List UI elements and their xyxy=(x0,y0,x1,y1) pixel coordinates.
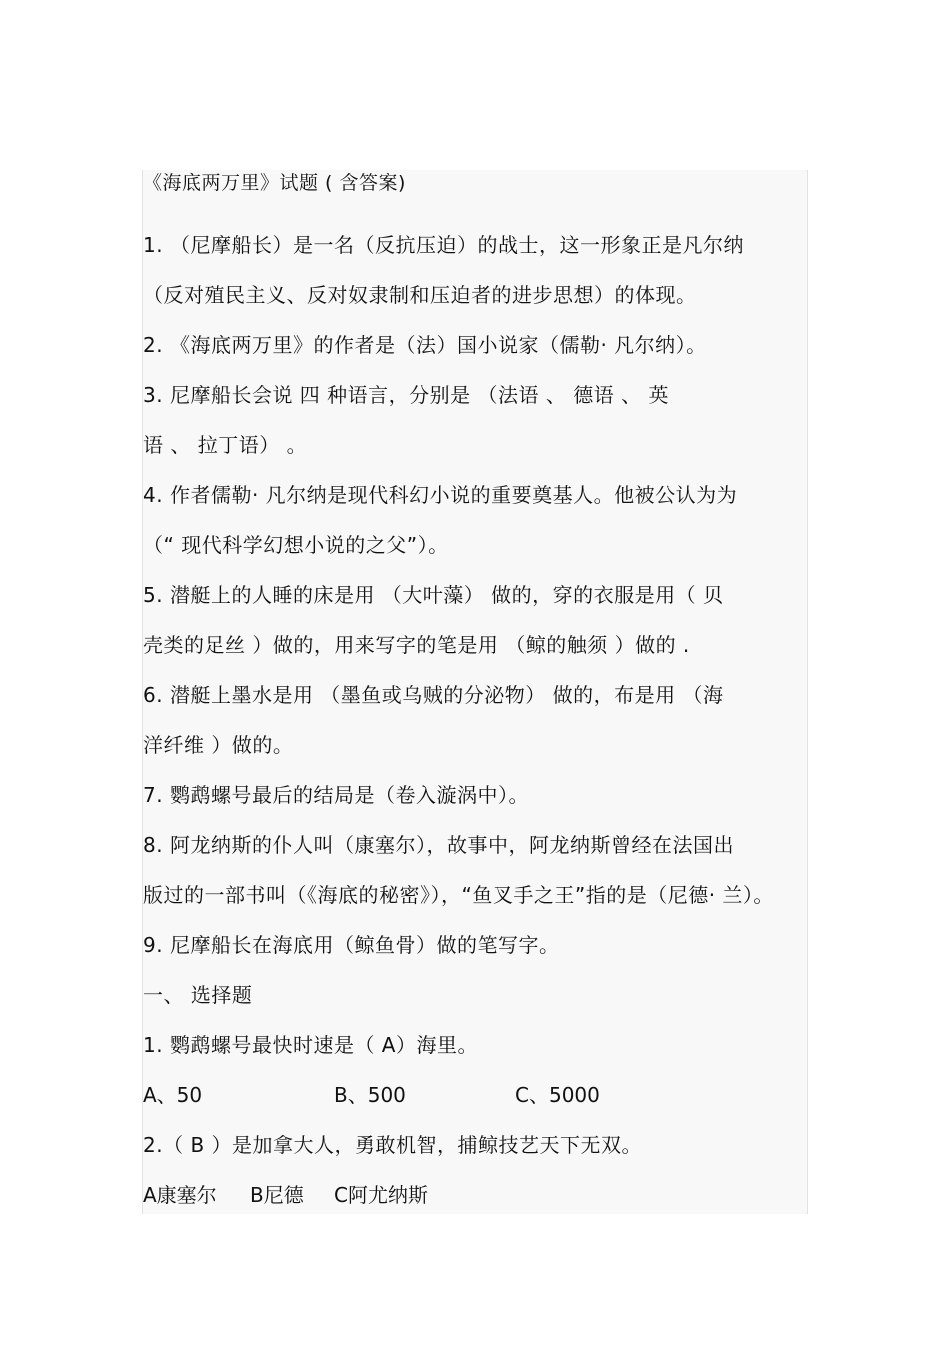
fill-in-line: （反对殖民主义、反对奴隶制和压迫者的进步思想）的体现。 xyxy=(143,283,697,307)
fill-in-line: 8. 阿龙纳斯的仆人叫（康塞尔），故事中，阿龙纳斯曾经在法国出 xyxy=(143,833,734,857)
question-1: 1. 鹦鹉螺号最快时速是（ A）海里。 xyxy=(143,1033,478,1057)
q2-option-b: B尼德 xyxy=(250,1183,304,1207)
fill-in-line: 语 、 拉丁语） 。 xyxy=(143,433,308,457)
q1-option-c: C、5000 xyxy=(515,1083,600,1107)
fill-in-line: （“ 现代科学幻想小说的之父”）。 xyxy=(143,533,449,557)
section-heading: 一、 选择题 xyxy=(143,983,253,1007)
q2-option-c: C阿尤纳斯 xyxy=(334,1183,428,1207)
q1-option-b: B、500 xyxy=(334,1083,406,1107)
fill-in-line: 壳类的足丝 ）做的，用来写字的笔是用 （鲸的触须 ）做的 . xyxy=(143,633,690,657)
fill-in-line: 6. 潜艇上墨水是用 （墨鱼或乌贼的分泌物） 做的，布是用 （海 xyxy=(143,683,724,707)
q2-option-a: A康塞尔 xyxy=(143,1183,217,1207)
fill-in-line: 洋纤维 ）做的。 xyxy=(143,733,294,757)
fill-in-line: 版过的一部书叫（《海底的秘密》），“鱼叉手之王”指的是（尼德· 兰）。 xyxy=(143,883,774,907)
fill-in-line: 7. 鹦鹉螺号最后的结局是（卷入漩涡中）。 xyxy=(143,783,529,807)
fill-in-line: 1. （尼摩船长）是一名（反抗压迫）的战士，这一形象正是凡尔纳 xyxy=(143,233,744,257)
fill-in-line: 9. 尼摩船长在海底用（鲸鱼骨）做的笔写字。 xyxy=(143,933,560,957)
fill-in-line: 3. 尼摩船长会说 四 种语言，分别是 （法语 、 德语 、 英 xyxy=(143,383,669,407)
question-2: 2.（ B ）是加拿大人，勇敢机智，捕鲸技艺天下无双。 xyxy=(143,1133,643,1157)
document-title: 《海底两万里》试题 ( 含答案) xyxy=(143,172,406,194)
fill-in-line: 4. 作者儒勒· 凡尔纳是现代科幻小说的重要奠基人。他被公认为为 xyxy=(143,483,738,507)
fill-in-line: 5. 潜艇上的人睡的床是用 （大叶藻） 做的，穿的衣服是用（ 贝 xyxy=(143,583,724,607)
fill-in-line: 2. 《海底两万里》的作者是（法）国小说家（儒勒· 凡尔纳）。 xyxy=(143,333,707,357)
q1-option-a: A、50 xyxy=(143,1083,203,1107)
